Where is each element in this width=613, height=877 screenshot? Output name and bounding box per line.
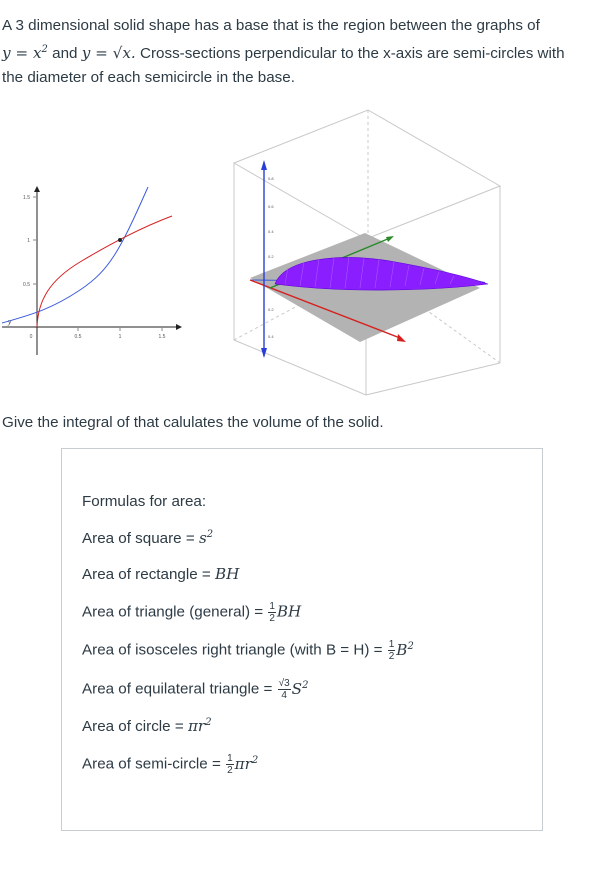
x-tick-1.5: 1.5 <box>158 334 166 340</box>
problem-text-3: the diameter of each semicircle in the base. <box>2 69 295 87</box>
x-tick-1: 1 <box>118 334 122 340</box>
y-tick-1: 1 <box>27 238 30 244</box>
formula-square: Area of square = $s^2$ <box>82 529 214 548</box>
formula-isosceles: Area of isosceles right triangle (with B = H) = $\frac{1}{2}$ $B^2$ <box>82 639 414 662</box>
formula-triangle-general: Area of triangle (general) = $\frac{1}{2}$ BH <box>82 601 302 624</box>
formula-equilateral: Area of equilateral triangle = $\frac{√3}{4}$ $S^2$ <box>82 678 309 701</box>
origin-label: 0 <box>29 334 33 340</box>
z-tick-0.8: 0.8 <box>268 176 274 181</box>
problem-text-2: Cross-sections perpendicular to the x-axis are semi-circles with <box>140 45 565 63</box>
z-tick-0.6: 0.6 <box>268 204 274 209</box>
question-text: Give the integral of that calulates the volume of the solid. <box>2 414 384 431</box>
sqrt-curve <box>37 216 172 327</box>
z-tick-0.4: 0.4 <box>268 229 274 234</box>
formula-rectangle: Area of rectangle = BH <box>82 565 240 583</box>
problem-statement <box>2 14 608 90</box>
formula-circle: Area of circle = $\pi r^2$ <box>82 717 212 736</box>
solid-shape <box>275 258 488 291</box>
and-word: and <box>52 45 78 63</box>
z-tick-neg-0.4: 0.4 <box>268 334 274 339</box>
intersection-point <box>118 238 122 242</box>
x-tick-0.5: 0.5 <box>74 334 82 340</box>
equation-sqrt: y = √x. <box>81 44 136 63</box>
y-label: y <box>8 319 12 326</box>
z-tick-0.2: 0.2 <box>268 254 274 259</box>
graph-2d <box>0 180 190 355</box>
formulas-heading: Formulas for area: <box>82 493 207 510</box>
formula-semicircle: Area of semi-circle = $\frac{1}{2}$ $\pi r^2$ <box>82 753 259 776</box>
y-tick-0.5: 0.5 <box>23 282 30 288</box>
graph-3d <box>230 108 515 398</box>
parabola-curve <box>2 187 148 323</box>
y-tick-1.5: 1.5 <box>23 195 30 201</box>
problem-text-1: A 3 dimensional solid shape has a base that is the region between the graphs of <box>2 17 540 34</box>
formulas-box <box>61 448 543 831</box>
equation-parabola: $y = x^2$ <box>2 44 48 63</box>
z-tick-neg-0.2: 0.2 <box>268 307 274 312</box>
